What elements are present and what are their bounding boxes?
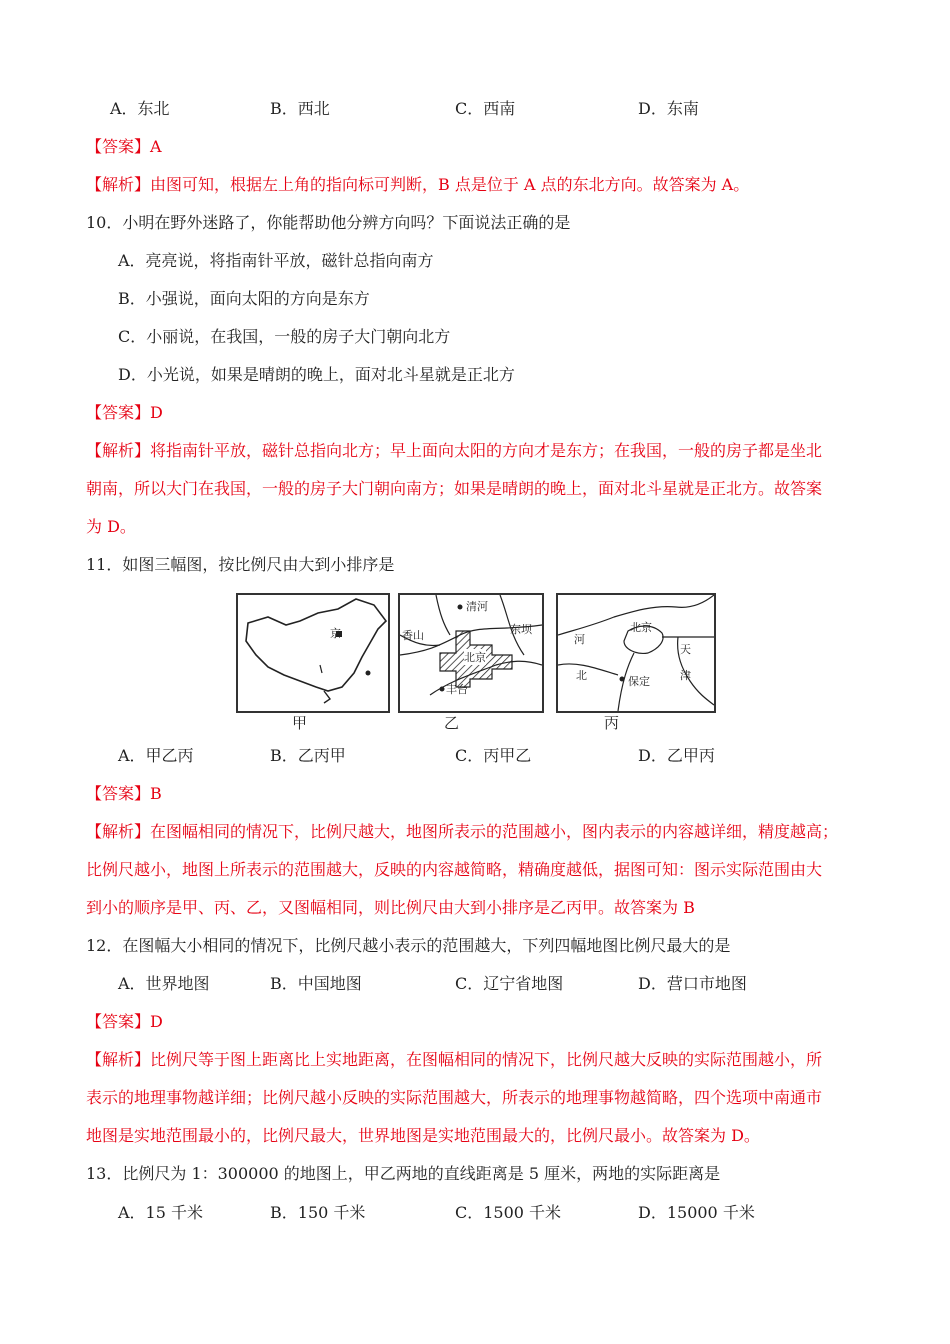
q12-question: 12．在图幅大小相同的情况下，比例尺越小表示的范围越大，下列四幅地图比例尺最大的是: [86, 936, 731, 955]
q11-option-d: D．乙甲丙: [638, 746, 715, 765]
q12-option-a: A．世界地图: [118, 974, 210, 993]
q10-analysis-line-3: 为 D。: [86, 517, 136, 536]
q11-option-b: B．乙丙甲: [270, 746, 346, 765]
q11-option-c: C．丙甲乙: [455, 746, 532, 765]
q13-option-d: D．15000 千米: [638, 1203, 755, 1222]
q9-option-c: C．西南: [455, 99, 516, 118]
map-yi-label-fengtai: 丰台: [446, 683, 468, 696]
q9-option-d: D．东南: [638, 99, 699, 118]
q10-answer: 【答案】D: [86, 403, 163, 422]
q11-analysis-line-2: 比例尺越小，地图上所表示的范围越大，反映的内容越简略，精确度越低，据图可知：图示实际范围由大: [86, 860, 823, 879]
q10-option-c: C．小丽说，在我国，一般的房子大门朝向北方: [118, 327, 451, 346]
map-bing-label-tian: 天: [680, 643, 691, 656]
q13-option-b: B．150 千米: [270, 1203, 366, 1222]
q12-analysis-line-1: 【解析】比例尺等于图上距离比上实地距离，在图幅相同的情况下，比例尺越大反映的实际范围越小，所: [86, 1050, 823, 1069]
q9-option-b: B．西北: [270, 99, 330, 118]
q13-question: 13．比例尺为 1：300000 的地图上，甲乙两地的直线距离是 5 厘米，两地的实际距离是: [86, 1164, 721, 1183]
map-yi-label-qinghe: 清河: [466, 600, 488, 613]
q10-analysis-line-2: 朝南，所以大门在我国，一般的房子大门朝向南方；如果是晴朗的晚上，面对北斗星就是正北方。故答案: [86, 479, 823, 498]
q12-option-b: B．中国地图: [270, 974, 362, 993]
q12-option-d: D．营口市地图: [638, 974, 747, 993]
map-bing-label: 丙: [604, 714, 620, 732]
map-yi: [398, 593, 544, 713]
map-yi-label: 乙: [444, 714, 460, 732]
q9-option-a: A．东北: [110, 99, 170, 118]
q12-option-c: C．辽宁省地图: [455, 974, 564, 993]
q11-option-a: A．甲乙丙: [118, 746, 194, 765]
china-map-drawing: [238, 595, 388, 711]
map-bing-label-jin: 津: [680, 669, 691, 682]
q9-analysis: 【解析】由图可知，根据左上角的指向标可判断，B 点是位于 A 点的东北方向。故答案为 A。: [86, 175, 750, 194]
q10-option-b: B．小强说，面向太阳的方向是东方: [118, 289, 370, 308]
map-bing: [556, 593, 716, 713]
q9-answer: 【答案】A: [86, 137, 162, 156]
q10-option-a: A．亮亮说，将指南针平放，磁针总指向南方: [118, 251, 434, 270]
q12-analysis-line-3: 地图是实地范围最小的，比例尺最大，世界地图是实地范围最大的，比例尺最小。故答案为 D。: [86, 1126, 760, 1145]
q10-analysis-line-1: 【解析】将指南针平放，磁针总指向北方；早上面向太阳的方向才是东方；在我国，一般的房子都是坐北: [86, 441, 823, 460]
q10-question: 10．小明在野外迷路了，你能帮助他分辨方向吗？下面说法正确的是: [86, 213, 571, 232]
map-bing-label-he: 河: [574, 633, 585, 646]
map-bing-label-beijing: 北京: [630, 621, 652, 634]
q11-analysis-line-1: 【解析】在图幅相同的情况下，比例尺越大，地图所表示的范围越小，图内表示的内容越详细，精度越高；: [86, 822, 839, 841]
q11-map-figure: [236, 590, 716, 740]
q10-option-d: D．小光说，如果是晴朗的晚上，面对北斗星就是正北方: [118, 365, 515, 384]
q11-question: 11．如图三幅图，按比例尺由大到小排序是: [86, 555, 395, 574]
q11-analysis-line-3: 到小的顺序是甲、丙、乙，又图幅相同，则比例尺由大到小排序是乙丙甲。故答案为 B: [86, 898, 695, 917]
q11-answer: 【答案】B: [86, 784, 162, 803]
map-jia-label: 甲: [292, 714, 308, 732]
map-yi-label-dongba: 东坝: [510, 623, 532, 636]
map-yi-label-xiangshan: 香山: [402, 629, 424, 642]
map-jia-label-jing: 京: [330, 627, 341, 640]
map-jia: [236, 593, 390, 713]
map-bing-label-baoding: 保定: [628, 675, 650, 688]
q13-option-c: C．1500 千米: [455, 1203, 562, 1222]
q12-answer: 【答案】D: [86, 1012, 163, 1031]
map-yi-label-beijing: 北京: [464, 651, 486, 664]
map-bing-label-bei: 北: [576, 669, 587, 682]
q12-analysis-line-2: 表示的地理事物越详细；比例尺越小反映的实际范围越大，所表示的地理事物越简略，四个选项中南通市: [86, 1088, 823, 1107]
q13-option-a: A．15 千米: [118, 1203, 204, 1222]
